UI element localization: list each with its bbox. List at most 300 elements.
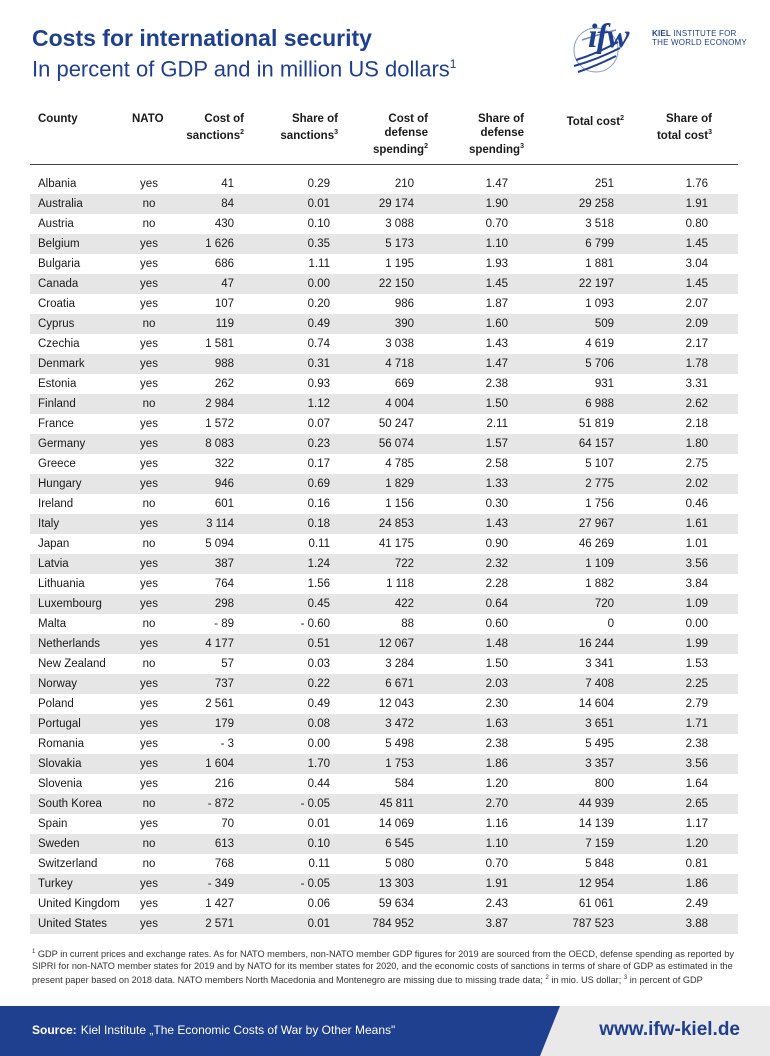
footnote-mark-1: 1 xyxy=(32,949,36,955)
total-cost-cell: 44 939 xyxy=(578,798,614,810)
country-cell: Netherlands xyxy=(38,638,101,650)
country-cell: United Kingdom xyxy=(38,898,120,910)
col-share-total-line1: Share of xyxy=(665,113,712,125)
country-cell: Hungary xyxy=(38,478,82,490)
cost-sanctions-cell: 737 xyxy=(214,678,234,690)
share-total-cell: 1.53 xyxy=(685,658,708,670)
cost-defense-cell: 29 174 xyxy=(378,198,414,210)
col-country: County xyxy=(38,113,78,125)
share-defense-cell: 0.90 xyxy=(485,538,508,550)
cost-defense-cell: 14 069 xyxy=(378,818,414,830)
share-sanctions-cell: 0.07 xyxy=(307,418,330,430)
col-share-defense-line1: Share of xyxy=(477,113,524,125)
cost-sanctions-cell: 601 xyxy=(214,498,234,510)
share-defense-cell: 1.63 xyxy=(485,718,508,730)
nato-cell: yes xyxy=(140,578,158,590)
nato-cell: no xyxy=(142,538,156,550)
logo-name: KIEL xyxy=(652,29,672,38)
table-row xyxy=(30,834,738,854)
col-share-total-line2: total cost xyxy=(656,129,709,142)
share-sanctions-cell: 0.16 xyxy=(307,498,330,510)
share-total-cell: 0.00 xyxy=(685,618,708,630)
cost-defense-cell: 3 088 xyxy=(385,218,414,230)
cost-sanctions-cell: 1 572 xyxy=(205,418,234,430)
share-sanctions-cell: 0.01 xyxy=(307,818,330,830)
country-cell: Japan xyxy=(38,538,70,550)
country-cell: Slovenia xyxy=(38,778,83,790)
country-cell: United States xyxy=(38,918,108,930)
nato-cell: no xyxy=(142,398,156,410)
share-defense-cell: 2.70 xyxy=(485,798,508,810)
cost-sanctions-cell: 107 xyxy=(214,298,234,310)
share-sanctions-cell: 0.20 xyxy=(307,298,330,310)
share-defense-cell: 1.57 xyxy=(485,438,508,450)
share-total-cell: 0.46 xyxy=(685,498,708,510)
total-cost-cell: 0 xyxy=(607,618,614,630)
nato-cell: yes xyxy=(140,718,158,730)
share-sanctions-cell: 0.08 xyxy=(307,718,330,730)
table-row xyxy=(30,194,738,214)
share-sanctions-cell: 0.11 xyxy=(308,538,330,550)
cost-sanctions-cell: - 349 xyxy=(207,878,234,890)
cost-sanctions-cell: 2 571 xyxy=(205,918,234,930)
country-cell: Lithuania xyxy=(38,578,85,590)
total-cost-cell: 16 244 xyxy=(578,638,614,650)
share-defense-cell: 1.47 xyxy=(485,178,508,190)
share-sanctions-cell: 0.45 xyxy=(307,598,330,610)
total-cost-cell: 5 848 xyxy=(585,858,614,870)
col-share-total-sup: 3 xyxy=(708,129,712,136)
share-defense-cell: 1.20 xyxy=(485,778,508,790)
share-total-cell: 0.80 xyxy=(685,218,708,230)
share-total-cell: 3.56 xyxy=(685,558,708,570)
country-cell: Estonia xyxy=(38,378,77,390)
nato-cell: yes xyxy=(140,598,158,610)
share-defense-cell: 1.16 xyxy=(485,818,508,830)
share-total-cell: 2.79 xyxy=(685,698,708,710)
share-sanctions-cell: 1.56 xyxy=(307,578,330,590)
page-subtitle xyxy=(32,50,456,83)
share-defense-cell: 1.43 xyxy=(485,338,508,350)
country-cell: France xyxy=(38,418,74,430)
share-sanctions-cell: 1.70 xyxy=(307,758,330,770)
col-share-sanctions-sup: 3 xyxy=(334,129,338,136)
table-row xyxy=(30,594,738,614)
table-header xyxy=(30,112,738,165)
nato-cell: yes xyxy=(140,638,158,650)
col-share-defense-line3: spending xyxy=(468,143,521,156)
share-sanctions-cell: 0.29 xyxy=(307,178,330,190)
country-cell: Australia xyxy=(38,198,83,210)
nato-cell: no xyxy=(142,858,156,870)
nato-cell: yes xyxy=(140,478,158,490)
total-cost-cell: 4 619 xyxy=(585,338,614,350)
share-sanctions-cell: 0.31 xyxy=(307,358,330,370)
cost-sanctions-cell: 322 xyxy=(214,458,234,470)
total-cost-cell: 5 495 xyxy=(585,738,614,750)
nato-cell: yes xyxy=(140,518,158,530)
table-row xyxy=(30,434,738,454)
footnote-mark-2: 2 xyxy=(545,975,549,982)
table-row xyxy=(30,554,738,574)
share-sanctions-cell: 0.01 xyxy=(307,198,330,210)
share-defense-cell: 2.38 xyxy=(485,378,508,390)
nato-cell: yes xyxy=(140,758,158,770)
share-defense-cell: 1.91 xyxy=(485,878,508,890)
table-row xyxy=(30,694,738,714)
share-total-cell: 1.71 xyxy=(685,718,708,730)
footer-source xyxy=(32,1023,395,1037)
share-total-cell: 1.45 xyxy=(685,238,708,250)
total-cost-cell: 931 xyxy=(594,378,614,390)
share-defense-cell: 1.90 xyxy=(485,198,508,210)
share-total-cell: 3.31 xyxy=(685,378,708,390)
col-cost-sanctions-line1: Cost of xyxy=(204,113,244,125)
country-cell: Latvia xyxy=(38,558,69,570)
source-label: Source: xyxy=(32,1023,77,1037)
nato-cell: yes xyxy=(140,698,158,710)
table-row xyxy=(30,214,738,234)
cost-sanctions-cell: 768 xyxy=(214,858,234,870)
share-defense-cell: 1.10 xyxy=(485,838,508,850)
country-cell: Czechia xyxy=(38,338,80,350)
cost-defense-cell: 3 038 xyxy=(385,338,414,350)
share-defense-cell: 2.28 xyxy=(485,578,508,590)
cost-sanctions-cell: 119 xyxy=(215,318,234,330)
table-row xyxy=(30,454,738,474)
cost-sanctions-cell: 70 xyxy=(221,818,234,830)
nato-cell: no xyxy=(142,198,156,210)
nato-cell: no xyxy=(142,498,156,510)
share-sanctions-cell: 0.10 xyxy=(307,838,330,850)
cost-defense-cell: 41 175 xyxy=(378,538,414,550)
country-cell: Turkey xyxy=(38,878,73,890)
total-cost-cell: 3 518 xyxy=(585,218,614,230)
cost-defense-cell: 722 xyxy=(394,558,414,570)
cost-sanctions-cell: 686 xyxy=(214,258,234,270)
footer-bar xyxy=(0,1006,770,1056)
share-sanctions-cell: 0.69 xyxy=(307,478,330,490)
share-defense-cell: 1.93 xyxy=(485,258,508,270)
share-sanctions-cell: 0.49 xyxy=(307,318,330,330)
total-cost-cell: 7 408 xyxy=(585,678,614,690)
total-cost-cell: 5 706 xyxy=(585,358,614,370)
nato-cell: yes xyxy=(140,418,158,430)
table-row xyxy=(30,474,738,494)
col-cost-defense-line3: spending xyxy=(372,143,425,156)
total-cost-cell: 1 882 xyxy=(585,578,614,590)
share-sanctions-cell: 0.17 xyxy=(307,458,330,470)
share-defense-cell: 2.03 xyxy=(485,678,508,690)
col-share-sanctions-line1: Share of xyxy=(291,113,338,125)
cost-sanctions-cell: 1 604 xyxy=(205,758,234,770)
cost-sanctions-cell: 946 xyxy=(214,478,234,490)
share-defense-cell: 2.38 xyxy=(485,738,508,750)
cost-defense-cell: 13 303 xyxy=(378,878,414,890)
share-sanctions-cell: - 0.60 xyxy=(300,618,330,630)
cost-defense-cell: 4 718 xyxy=(385,358,414,370)
country-cell: Romania xyxy=(38,738,85,750)
share-defense-cell: 1.47 xyxy=(485,358,508,370)
cost-sanctions-cell: 41 xyxy=(221,178,234,190)
country-cell: Greece xyxy=(38,458,76,470)
total-cost-cell: 1 093 xyxy=(585,298,614,310)
table-row xyxy=(30,754,738,774)
col-share-defense-line2: defense xyxy=(480,127,524,139)
nato-cell: yes xyxy=(140,338,158,350)
nato-cell: yes xyxy=(140,438,158,450)
footnote-text-3: in percent of GDP xyxy=(627,975,703,986)
share-sanctions-cell: 0.00 xyxy=(307,278,330,290)
website-link[interactable]: www.ifw-kiel.de xyxy=(599,1019,740,1040)
share-sanctions-cell: 0.35 xyxy=(307,238,330,250)
table-row xyxy=(30,314,738,334)
cost-defense-cell: 22 150 xyxy=(378,278,414,290)
share-total-cell: 1.76 xyxy=(685,178,708,190)
col-share-defense xyxy=(460,112,524,157)
nato-cell: yes xyxy=(140,298,158,310)
country-cell: Albania xyxy=(38,178,77,190)
cost-sanctions-cell: 613 xyxy=(214,838,234,850)
share-total-cell: 1.09 xyxy=(685,598,708,610)
table-row xyxy=(30,494,738,514)
country-cell: Cyprus xyxy=(38,318,75,330)
country-cell: Austria xyxy=(38,218,74,230)
cost-defense-cell: 5 498 xyxy=(385,738,414,750)
cost-defense-cell: 1 156 xyxy=(385,498,414,510)
nato-cell: yes xyxy=(140,238,158,250)
share-sanctions-cell: 1.24 xyxy=(307,558,330,570)
logo-line1: INSTITUTE FOR xyxy=(673,29,737,38)
cost-sanctions-cell: 764 xyxy=(214,578,234,590)
nato-cell: yes xyxy=(140,738,158,750)
share-defense-cell: 0.64 xyxy=(485,598,508,610)
share-total-cell: 2.18 xyxy=(685,418,708,430)
share-sanctions-cell: 0.00 xyxy=(307,738,330,750)
cost-sanctions-cell: - 89 xyxy=(214,618,234,630)
col-cost-sanctions xyxy=(186,112,244,143)
share-defense-cell: 1.86 xyxy=(485,758,508,770)
footer-divider-icon xyxy=(540,1006,580,1056)
total-cost-cell: 27 967 xyxy=(578,518,614,530)
cost-defense-cell: 5 173 xyxy=(385,238,414,250)
share-sanctions-cell: 0.01 xyxy=(307,918,330,930)
cost-sanctions-cell: 47 xyxy=(221,278,234,290)
total-cost-cell: 14 604 xyxy=(578,698,614,710)
share-sanctions-cell: 0.22 xyxy=(307,678,330,690)
country-cell: Denmark xyxy=(38,358,85,370)
country-cell: Luxembourg xyxy=(38,598,102,610)
share-sanctions-cell: 0.06 xyxy=(307,898,330,910)
cost-sanctions-cell: 84 xyxy=(221,198,234,210)
nato-cell: no xyxy=(142,658,156,670)
cost-defense-cell: 3 284 xyxy=(385,658,414,670)
share-total-cell: 0.81 xyxy=(685,858,708,870)
col-cost-defense xyxy=(366,112,428,157)
table-row xyxy=(30,294,738,314)
cost-defense-cell: 56 074 xyxy=(378,438,414,450)
table-row xyxy=(30,674,738,694)
country-cell: Ireland xyxy=(38,498,74,510)
country-cell: Malta xyxy=(38,618,67,630)
country-cell: Bulgaria xyxy=(38,258,81,270)
share-defense-cell: 0.30 xyxy=(485,498,508,510)
share-defense-cell: 0.70 xyxy=(485,858,508,870)
table-row xyxy=(30,794,738,814)
share-defense-cell: 1.33 xyxy=(485,478,508,490)
share-sanctions-cell: 1.12 xyxy=(307,398,330,410)
cost-defense-cell: 24 853 xyxy=(378,518,414,530)
subtitle-footnote-mark: 1 xyxy=(449,57,457,71)
cost-defense-cell: 4 004 xyxy=(385,398,414,410)
share-total-cell: 3.88 xyxy=(685,918,708,930)
share-defense-cell: 1.60 xyxy=(485,318,508,330)
country-cell: Portugal xyxy=(38,718,81,730)
cost-sanctions-cell: - 3 xyxy=(220,738,234,750)
share-total-cell: 2.62 xyxy=(685,398,708,410)
nato-cell: yes xyxy=(140,358,158,370)
total-cost-cell: 6 988 xyxy=(585,398,614,410)
share-total-cell: 1.64 xyxy=(685,778,708,790)
table-row xyxy=(30,414,738,434)
country-cell: New Zealand xyxy=(38,658,106,670)
table-row xyxy=(30,814,738,834)
col-cost-sanctions-sup: 2 xyxy=(240,129,244,136)
table-row xyxy=(30,894,738,914)
share-defense-cell: 1.45 xyxy=(485,278,508,290)
total-cost-cell: 7 159 xyxy=(585,838,614,850)
total-cost-cell: 1 109 xyxy=(585,558,614,570)
share-defense-cell: 2.58 xyxy=(485,458,508,470)
total-cost-cell: 29 258 xyxy=(578,198,614,210)
cost-defense-cell: 6 671 xyxy=(385,678,414,690)
col-total-cost-sup: 2 xyxy=(620,115,624,122)
cost-defense-cell: 45 811 xyxy=(379,798,414,810)
country-cell: Slovakia xyxy=(38,758,82,770)
cost-defense-cell: 1 753 xyxy=(385,758,414,770)
total-cost-cell: 1 756 xyxy=(585,498,614,510)
table-row xyxy=(30,874,738,894)
col-share-sanctions xyxy=(274,112,338,143)
share-total-cell: 1.86 xyxy=(685,878,708,890)
cost-sanctions-cell: - 872 xyxy=(207,798,234,810)
total-cost-cell: 22 197 xyxy=(578,278,614,290)
total-cost-cell: 251 xyxy=(594,178,614,190)
share-total-cell: 2.17 xyxy=(685,338,708,350)
share-total-cell: 2.02 xyxy=(685,478,708,490)
share-defense-cell: 0.70 xyxy=(485,218,508,230)
share-total-cell: 2.49 xyxy=(685,898,708,910)
table-row xyxy=(30,354,738,374)
cost-defense-cell: 50 247 xyxy=(378,418,414,430)
nato-cell: no xyxy=(142,838,156,850)
table-row xyxy=(30,394,738,414)
cost-sanctions-cell: 387 xyxy=(214,558,234,570)
nato-cell: yes xyxy=(140,378,158,390)
table-row xyxy=(30,854,738,874)
total-cost-cell: 6 799 xyxy=(585,238,614,250)
cost-defense-cell: 1 195 xyxy=(385,258,414,270)
cost-sanctions-cell: 5 094 xyxy=(205,538,234,550)
share-total-cell: 2.65 xyxy=(685,798,708,810)
share-sanctions-cell: 0.18 xyxy=(307,518,330,530)
cost-defense-cell: 3 472 xyxy=(385,718,414,730)
nato-cell: yes xyxy=(140,558,158,570)
share-total-cell: 2.75 xyxy=(685,458,708,470)
total-cost-cell: 800 xyxy=(594,778,614,790)
cost-defense-cell: 669 xyxy=(394,378,414,390)
share-sanctions-cell: 0.10 xyxy=(307,218,330,230)
share-sanctions-cell: 0.51 xyxy=(307,638,330,650)
table-row xyxy=(30,774,738,794)
total-cost-cell: 3 341 xyxy=(585,658,614,670)
share-total-cell: 2.25 xyxy=(685,678,708,690)
table-row xyxy=(30,914,738,934)
share-sanctions-cell: 0.11 xyxy=(308,858,330,870)
col-total-cost-label: Total cost xyxy=(566,115,621,128)
table-body xyxy=(30,174,738,934)
share-total-cell: 1.01 xyxy=(685,538,708,550)
share-sanctions-cell: 0.03 xyxy=(307,658,330,670)
share-total-cell: 1.20 xyxy=(685,838,708,850)
nato-cell: yes xyxy=(140,898,158,910)
table-row xyxy=(30,654,738,674)
cost-defense-cell: 390 xyxy=(394,318,414,330)
total-cost-cell: 61 061 xyxy=(578,898,614,910)
nato-cell: yes xyxy=(140,258,158,270)
cost-defense-cell: 584 xyxy=(394,778,414,790)
share-total-cell: 3.56 xyxy=(685,758,708,770)
total-cost-cell: 12 954 xyxy=(578,878,614,890)
table-row xyxy=(30,614,738,634)
cost-defense-cell: 59 634 xyxy=(378,898,414,910)
share-total-cell: 1.45 xyxy=(685,278,708,290)
cost-defense-cell: 5 080 xyxy=(385,858,414,870)
col-cost-defense-sup: 2 xyxy=(424,143,428,150)
total-cost-cell: 46 269 xyxy=(578,538,614,550)
cost-defense-cell: 6 545 xyxy=(385,838,414,850)
nato-cell: yes xyxy=(140,918,158,930)
share-total-cell: 1.61 xyxy=(685,518,708,530)
total-cost-cell: 787 523 xyxy=(572,918,614,930)
country-cell: Canada xyxy=(38,278,79,290)
share-total-cell: 2.07 xyxy=(685,298,708,310)
total-cost-cell: 51 819 xyxy=(578,418,614,430)
country-cell: South Korea xyxy=(38,798,102,810)
footnote-mark-3: 3 xyxy=(623,975,628,982)
col-share-total xyxy=(640,112,712,143)
country-cell: Sweden xyxy=(38,838,80,850)
cost-defense-cell: 4 785 xyxy=(385,458,414,470)
cost-sanctions-cell: 216 xyxy=(214,778,234,790)
share-sanctions-cell: 0.23 xyxy=(307,438,330,450)
share-defense-cell: 1.87 xyxy=(485,298,508,310)
share-sanctions-cell: 0.49 xyxy=(307,698,330,710)
total-cost-cell: 720 xyxy=(594,598,614,610)
share-sanctions-cell: - 0.05 xyxy=(300,878,330,890)
country-cell: Poland xyxy=(38,698,74,710)
cost-sanctions-cell: 988 xyxy=(214,358,234,370)
col-cost-defense-line2: defense xyxy=(384,127,428,139)
logo-line2: THE WORLD ECONOMY xyxy=(652,38,747,47)
share-defense-cell: 1.43 xyxy=(485,518,508,530)
country-cell: Croatia xyxy=(38,298,76,310)
cost-sanctions-cell: 430 xyxy=(214,218,234,230)
col-total-cost xyxy=(550,112,624,129)
share-sanctions-cell: 0.44 xyxy=(307,778,330,790)
share-total-cell: 1.78 xyxy=(685,358,708,370)
nato-cell: no xyxy=(142,798,156,810)
